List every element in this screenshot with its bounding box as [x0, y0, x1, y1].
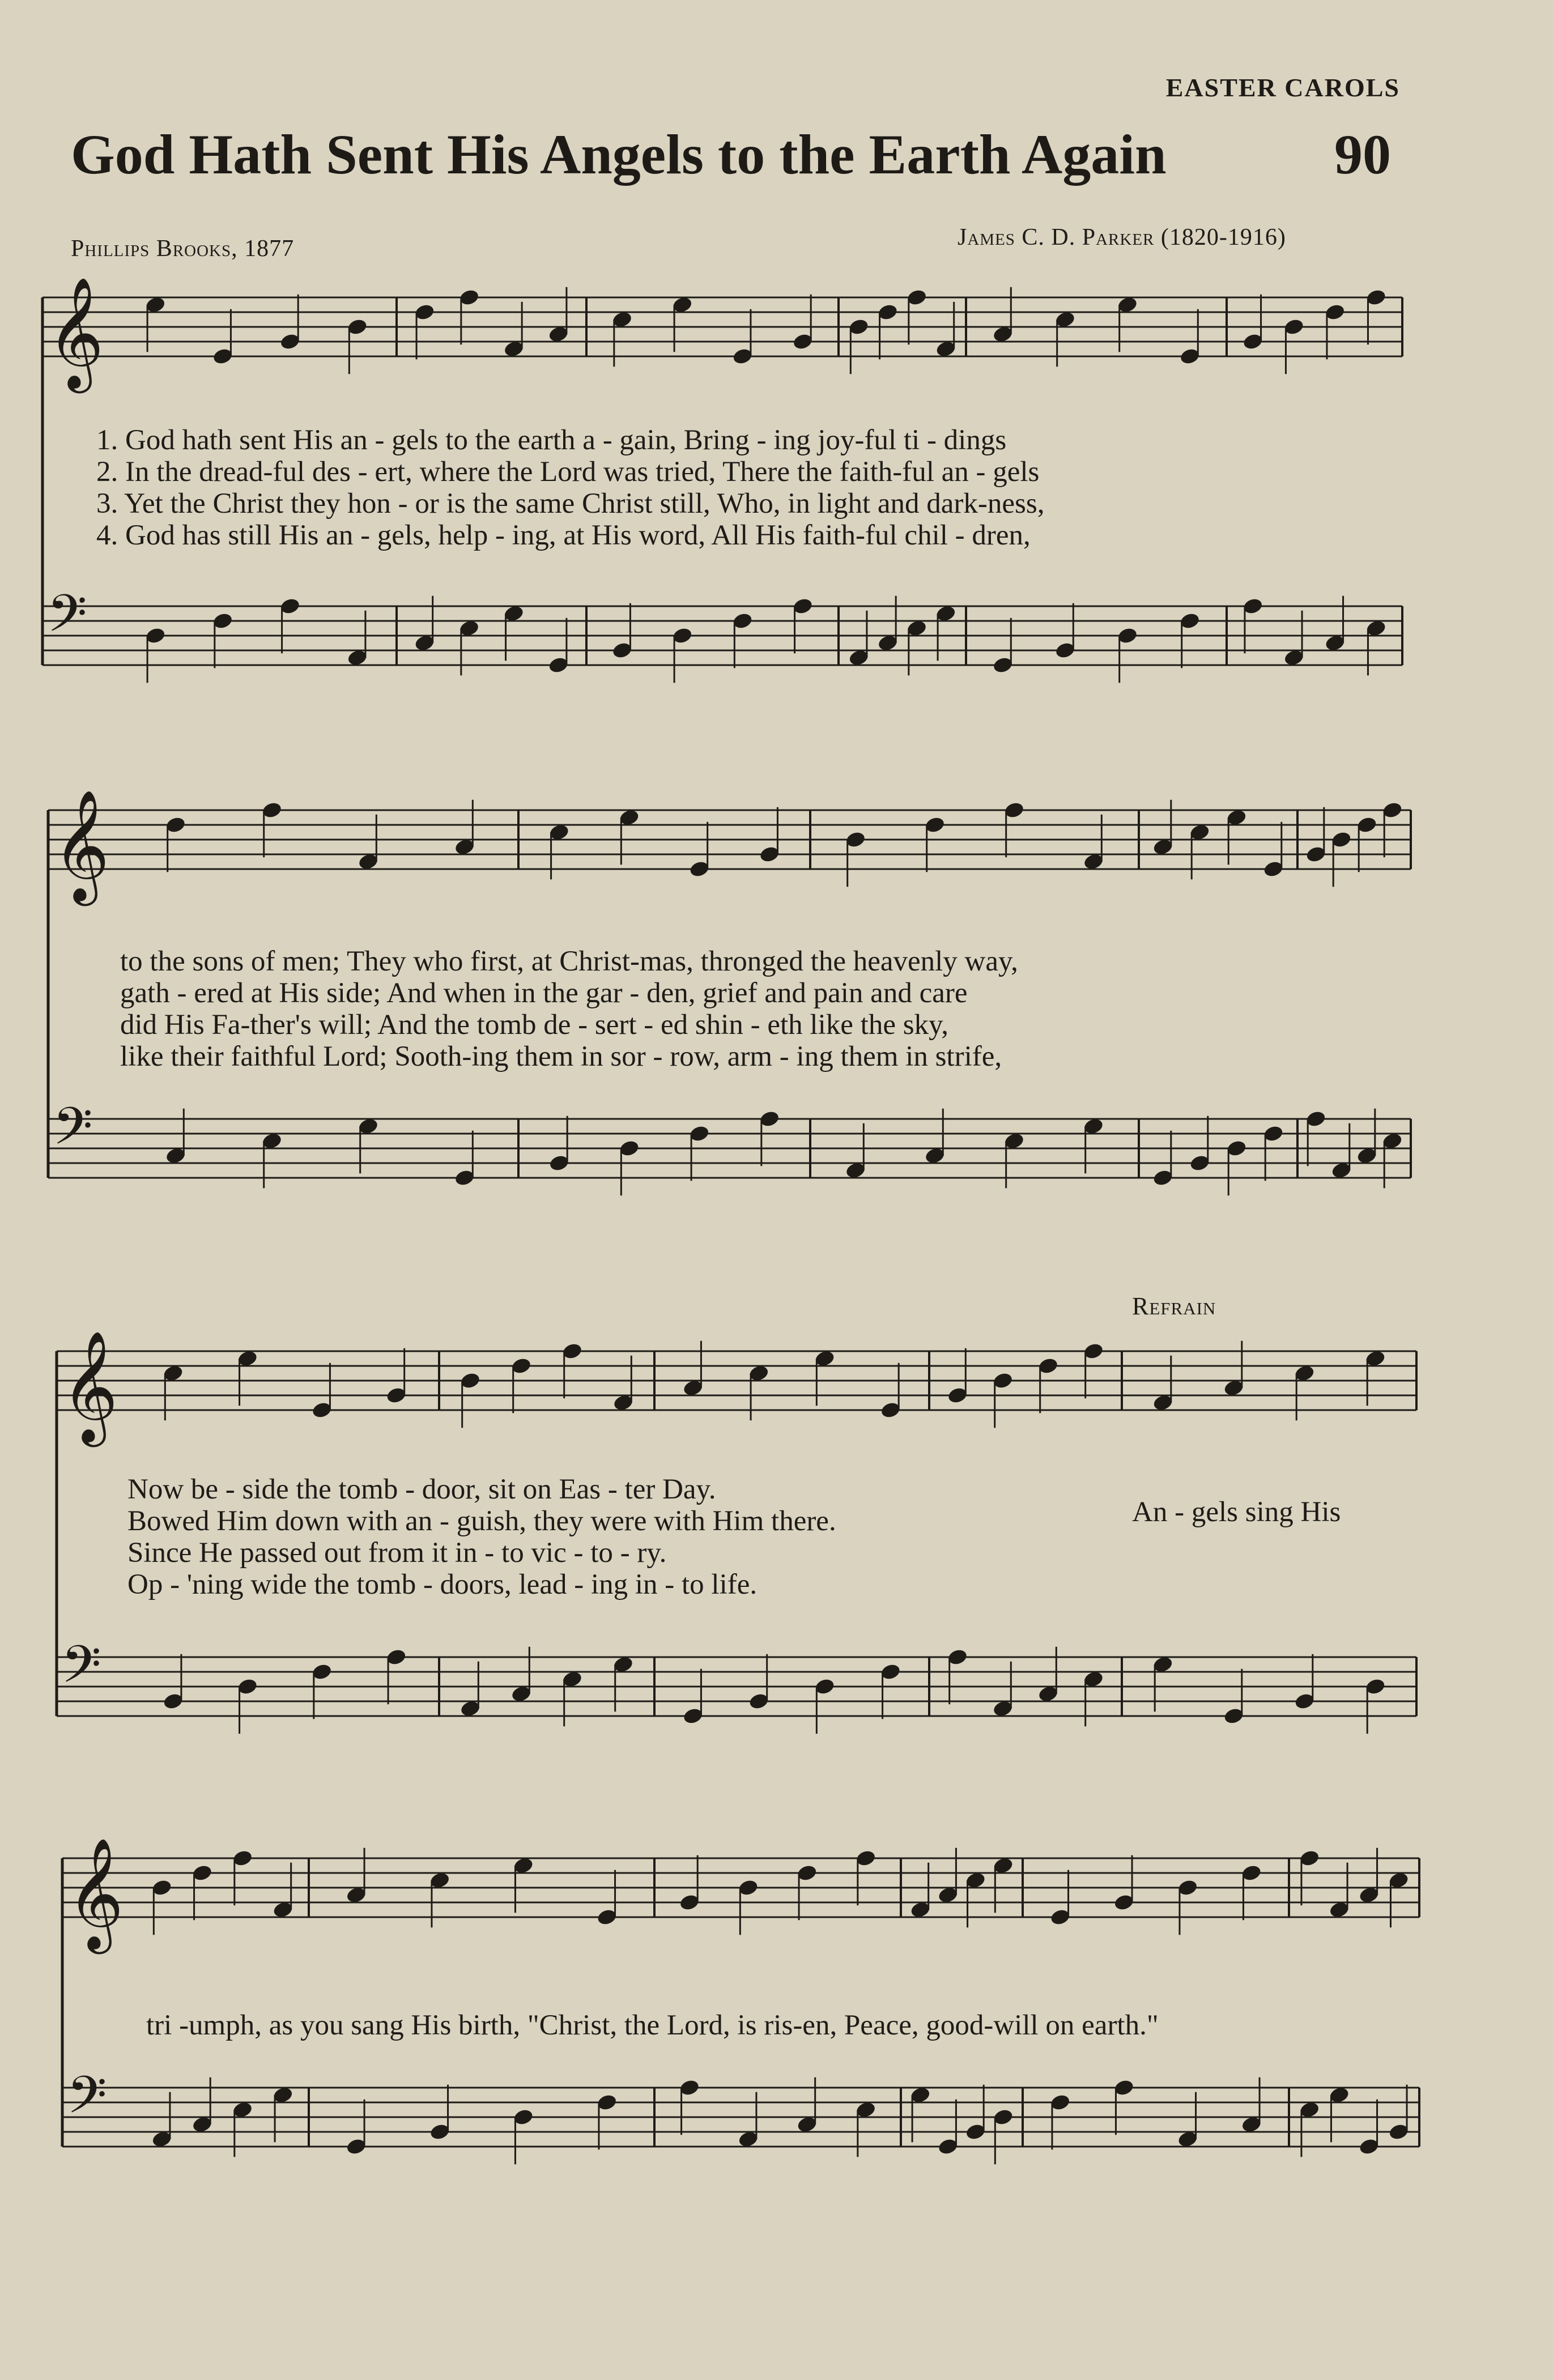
author-credit: Phillips Brooks, 1877: [71, 236, 295, 262]
system3-treble-clef-icon: 𝄞: [61, 1330, 118, 1442]
hymn-title: God Hath Sent His Angels to the Earth Again: [71, 123, 1167, 186]
system1-verse1-lyric: 1. God hath sent His an - gels to the earth a - gain, Bring - ing joy-ful ti - dings: [96, 424, 1007, 456]
system4-bass-clef-icon: 𝄢: [67, 2065, 107, 2138]
system2-verse2-lyric: gath - ered at His side; And when in the gar - den, grief and pain and care: [120, 977, 968, 1009]
system1-verse4-lyric: 4. God has still His an - gels, help - ing, at His word, All His faith-ful chil - dren,: [96, 520, 1031, 551]
system3-bass-clef-icon: 𝄢: [61, 1634, 101, 1707]
system1-bass-clef-icon: 𝄢: [47, 584, 87, 656]
system1-treble-clef-icon: 𝄞: [47, 276, 104, 389]
system2-treble-clef-icon: 𝄞: [53, 789, 110, 901]
system1-verse2-lyric: 2. In the dread-ful des - ert, where the Lord was tried, There the faith-ful an - gels: [96, 456, 1040, 488]
system2-bass-clef-icon: 𝄢: [53, 1096, 93, 1169]
system3-verse2-lyric: Bowed Him down with an - guish, they were with Him there.: [127, 1505, 836, 1537]
system2-verse4-lyric: like their faithful Lord; Sooth-ing them in sor - row, arm - ing them in strife,: [120, 1041, 1002, 1072]
system3-verse3-lyric: Since He passed out from it in - to vic - to - ry.: [127, 1537, 667, 1569]
section-label: EASTER CAROLS: [1165, 73, 1400, 102]
system1-verse3-lyric: 3. Yet the Christ they hon - or is the same Christ still, Who, in light and dark-ness,: [96, 488, 1045, 520]
hymn-number: 90: [1334, 123, 1391, 186]
system4-treble-clef-icon: 𝄞: [67, 1837, 124, 1949]
refrain-label: Refrain: [1132, 1292, 1216, 1320]
system4-refrain-lyric: tri -umph, as you sang His birth, "Christ, the Lord, is ris-en, Peace, good-will on earth.": [146, 2009, 1159, 2041]
system3-verse4-lyric: Op - 'ning wide the tomb - doors, lead - ing in - to life.: [127, 1569, 758, 1600]
system2-verse1-lyric: to the sons of men; They who first, at Christ-mas, thronged the heavenly way,: [120, 946, 1018, 977]
system3-refrain-lyric: An - gels sing His: [1132, 1496, 1341, 1528]
system3-verse1-lyric: Now be - side the tomb - door, sit on Eas - ter Day.: [127, 1474, 716, 1505]
composer-credit: James C. D. Parker (1820-1916): [958, 224, 1286, 250]
system2-verse3-lyric: did His Fa-ther's will; And the tomb de - sert - ed shin - eth like the sky,: [120, 1009, 948, 1041]
